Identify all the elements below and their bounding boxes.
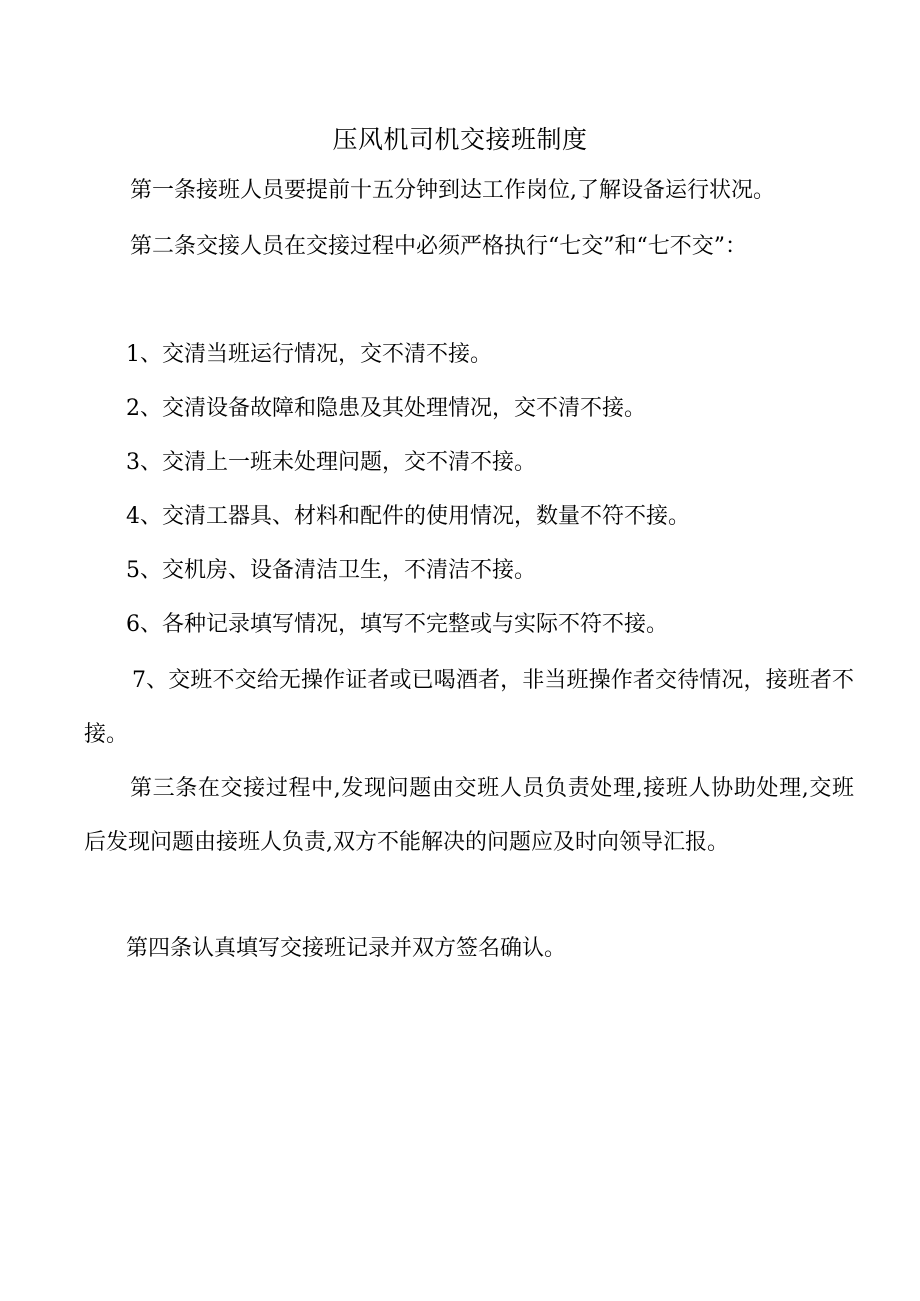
article-2: 第二条交接人员在交接过程中必须严格执行“七交”和“七不交”： [130, 234, 747, 259]
list-item-7: 7、交班不交给无操作证者或已喝酒者，非当班操作者交待情况，接班者不接。 [84, 668, 854, 747]
list-item: 4、交清工器具、材料和配件的使用情况，数量不符不接。 [126, 504, 690, 529]
list-item: 6、各种记录填写情况，填写不完整或与实际不符不接。 [126, 612, 668, 637]
list-item: 1、交清当班运行情况，交不清不接。 [126, 342, 492, 367]
list-item: 3、交清上一班未处理问题，交不清不接。 [126, 450, 536, 475]
article-3: 第三条在交接过程中,发现问题由交班人员负责处理,接班人协助处理,交班后发现问题由接班人负责,双方不能解决的问题应及时向领导汇报。 [84, 776, 854, 855]
article-4: 第四条认真填写交接班记录并双方签名确认。 [126, 936, 567, 961]
list-item: 2、交清设备故障和隐患及其处理情况，交不清不接。 [126, 396, 646, 421]
list-item: 5、交机房、设备清洁卫生，不清洁不接。 [126, 558, 536, 583]
document-title: 压风机司机交接班制度 [332, 125, 588, 154]
article-1: 第一条接班人员要提前十五分钟到达工作岗位,了解设备运行状况。 [130, 178, 775, 203]
